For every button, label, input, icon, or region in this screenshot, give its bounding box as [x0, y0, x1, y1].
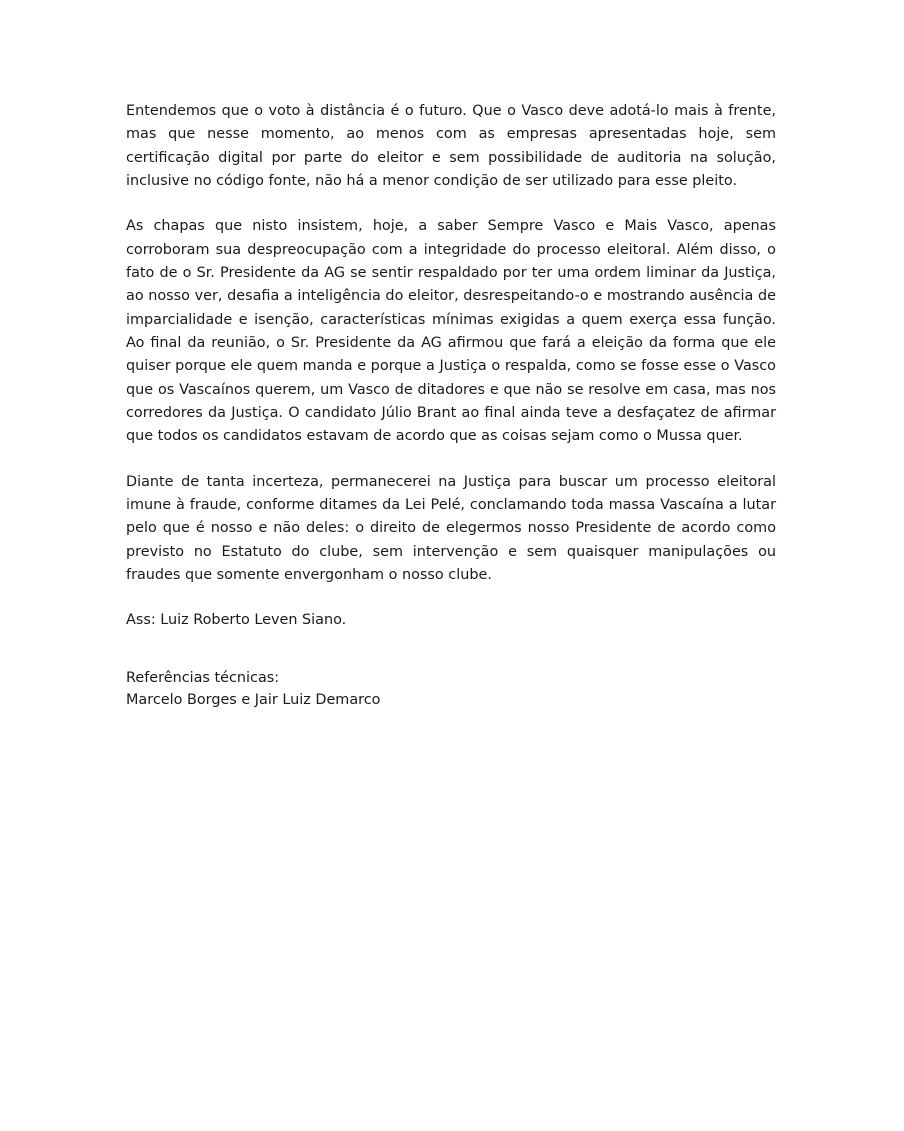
- document-body: [126, 100, 776, 711]
- references-heading: Referências técnicas:: [126, 669, 280, 686]
- paragraph-1: Entendemos que o voto à distância é o futuro. Que o Vasco deve adotá-lo mais à frente, mas que nesse momento, ao menos com as empresas apresentadas hoje, sem certificação digital por parte do eleitor e sem possibilidade de auditoria na solução, inclusive no código fonte, não há a menor condição de ser utilizado para esse pleito.: [126, 103, 776, 189]
- signature-line: Ass: Luiz Roberto Leven Siano.: [126, 612, 347, 629]
- references-names: Marcelo Borges e Jair Luiz Demarco: [126, 691, 381, 708]
- references-block: [126, 667, 776, 712]
- paragraph-2: As chapas que nisto insistem, hoje, a saber Sempre Vasco e Mais Vasco, apenas corroboram sua despreocupação com a integridade do processo eleitoral. Além disso, o fato de o Sr. Presidente da AG se sentir respaldado por ter uma ordem liminar da Justiça, ao nosso ver, desafia a inteligência do eleitor, desrespeitando-o e mostrando ausência de imparcialidade e isenção, características mínimas exigidas a quem exerça essa função. Ao final da reunião, o Sr. Presidente da AG afirmou que fará a eleição da forma que ele quiser porque ele quem manda e porque a Justiça o respalda, como se fosse esse o Vasco que os Vascaínos querem, um Vasco de ditadores e que não se resolve em casa, mas nos corredores da Justiça. O candidato Júlio Brant ao final ainda teve a desfaçatez de afirmar que todos os candidatos estavam de acordo que as coisas sejam como o Mussa quer.: [126, 218, 776, 445]
- paragraph-3: Diante de tanta incerteza, permanecerei na Justiça para buscar um processo eleitoral imune à fraude, conforme ditames da Lei Pelé, conclamando toda massa Vascaína a lutar pelo que é nosso e não deles: o direito de elegermos nosso Presidente de acordo como previsto no Estatuto do clube, sem intervenção e sem quaisquer manipulações ou fraudes que somente envergonham o nosso clube.: [126, 473, 776, 583]
